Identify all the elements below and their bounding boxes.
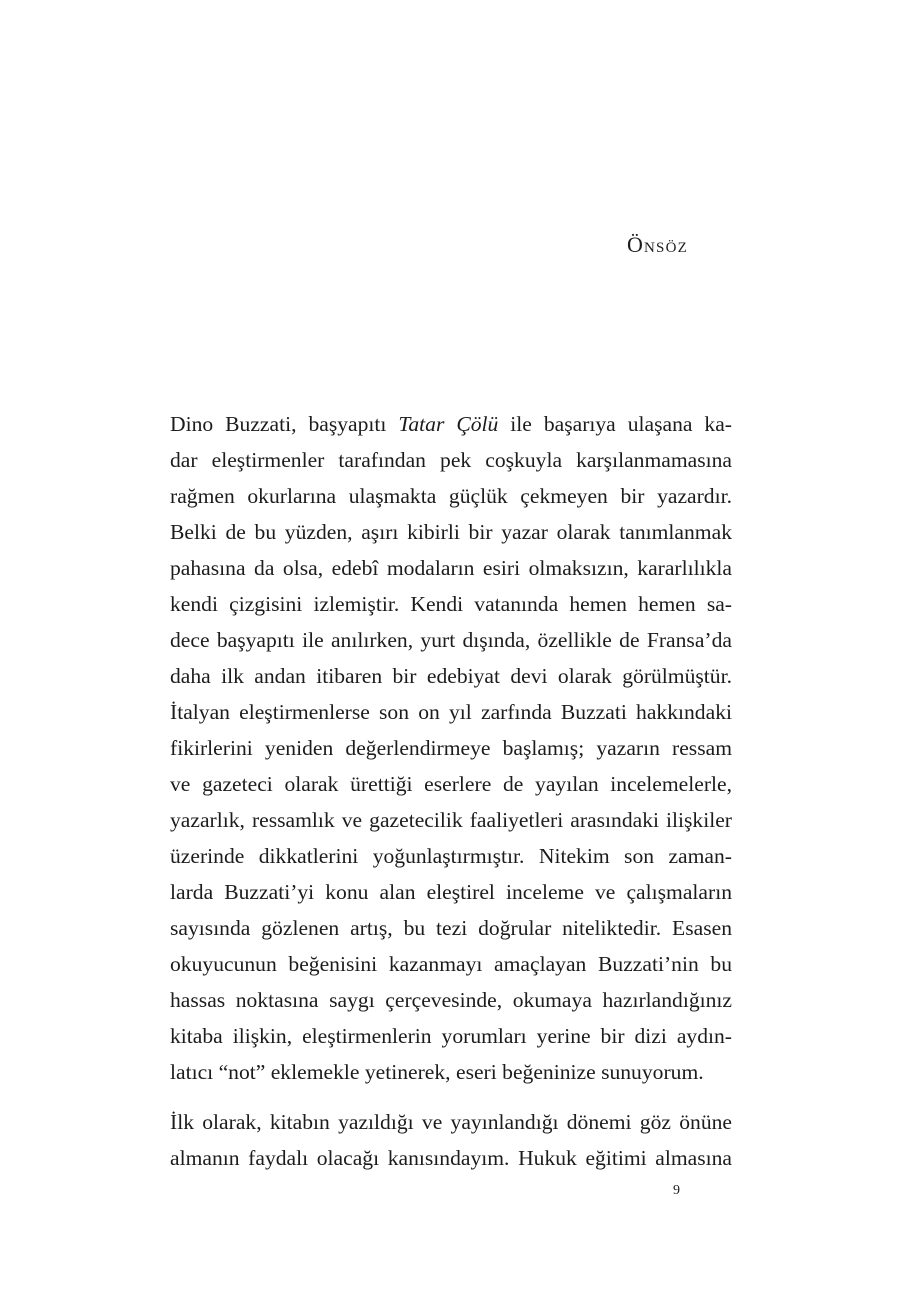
text-line: almanın faydalı olacağı kanısındayım. Hukuk eğitimi almasına: [170, 1146, 732, 1170]
paragraph-spacer: [170, 1090, 732, 1104]
text-line: latıcı “not” eklemekle yetinerek, eseri beğeninize sunuyorum.: [170, 1060, 704, 1084]
text-line: ve gazeteci olarak ürettiği eserlere de yayılan incelemelerle,: [170, 772, 732, 796]
chapter-heading: Önsöz: [626, 232, 688, 257]
page-number: 9: [673, 1183, 680, 1198]
text-line: okuyucunun beğenisini kazanmayı amaçlayan Buzzati’nin bu: [170, 952, 732, 976]
text-line: İlk olarak, kitabın yazıldığı ve yayınlandığı dönemi göz önüne: [170, 1110, 732, 1134]
body-text: [170, 406, 732, 1176]
text-line: daha ilk andan itibaren bir edebiyat devi olarak görülmüştür.: [170, 664, 732, 688]
text-line: Dino Buzzati, başyapıtı Tatar Çölü ile başarıya ulaşana ka-: [170, 412, 732, 436]
text-line: fikirlerini yeniden değerlendirmeye başlamış; yazarın ressam: [170, 736, 732, 760]
text-line: yazarlık, ressamlık ve gazetecilik faaliyetleri arasındaki ilişkiler: [170, 808, 732, 832]
text-line: larda Buzzati’yi konu alan eleştirel inceleme ve çalışmaların: [170, 880, 732, 904]
text-line: sayısında gözlenen artış, bu tezi doğrular niteliktedir. Esasen: [170, 916, 732, 940]
text-line: hassas noktasına saygı çerçevesinde, okumaya hazırlandığınız: [170, 988, 732, 1012]
text-line: kitaba ilişkin, eleştirmenlerin yorumları yerine bir dizi aydın-: [170, 1024, 732, 1048]
text-line: pahasına da olsa, edebî modaların esiri olmaksızın, kararlılıkla: [170, 556, 732, 580]
paragraph-1: [170, 406, 732, 1090]
text-line: kendi çizgisini izlemiştir. Kendi vatanında hemen hemen sa-: [170, 592, 732, 616]
text-line: Belki de bu yüzden, aşırı kibirli bir yazar olarak tanımlanmak: [170, 520, 732, 544]
text-line: dar eleştirmenler tarafından pek coşkuyla karşılanmamasına: [170, 448, 732, 472]
text-line: rağmen okurlarına ulaşmakta güçlük çekmeyen bir yazardır.: [170, 484, 732, 508]
text-line: dece başyapıtı ile anılırken, yurt dışında, özellikle de Fransa’da: [170, 628, 732, 652]
paragraph-2: [170, 1104, 732, 1176]
text-line: üzerinde dikkatlerini yoğunlaştırmıştır. Nitekim son zaman-: [170, 844, 732, 868]
text-line: İtalyan eleştirmenlerse son on yıl zarfında Buzzati hakkındaki: [170, 700, 732, 724]
book-title-italic: Tatar Çölü: [398, 412, 499, 436]
